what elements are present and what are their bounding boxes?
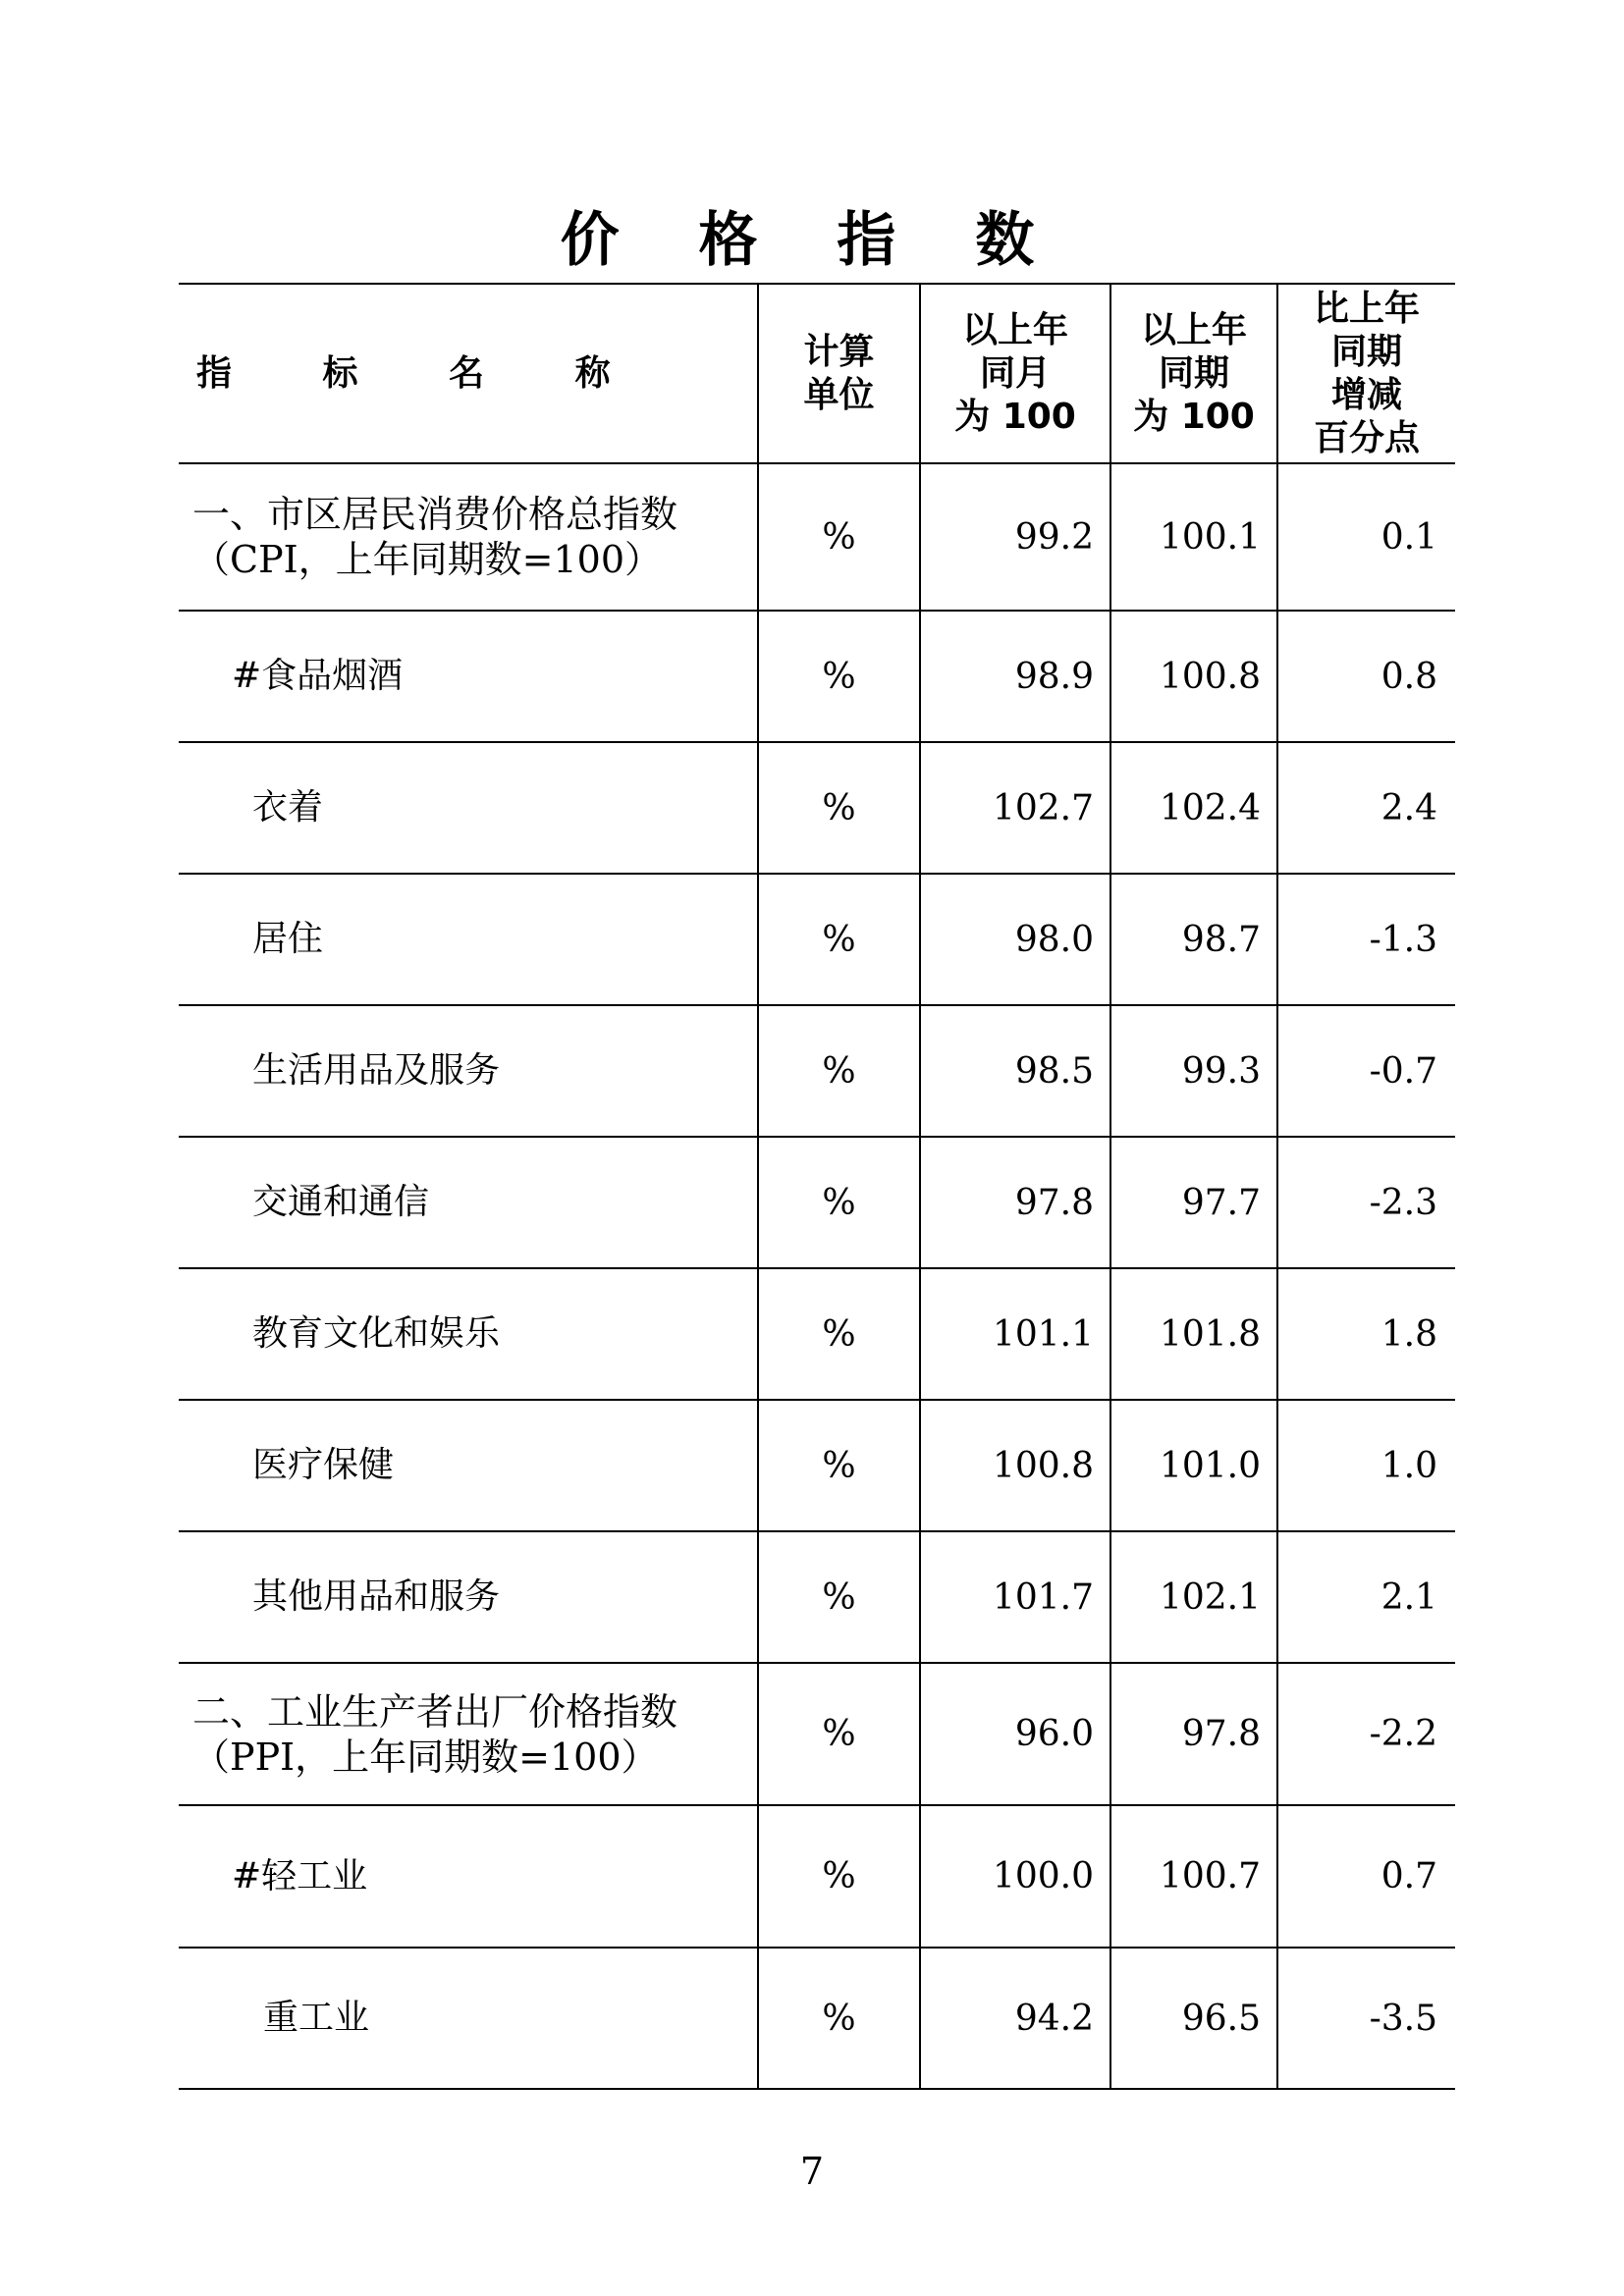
row-change-points: 1.8 — [1277, 1268, 1455, 1400]
row-same-period-index: 100.7 — [1110, 1805, 1277, 1948]
row-indicator-name — [179, 611, 758, 742]
row-change-points: -0.7 — [1277, 1005, 1455, 1137]
row-indicator-name-line: （CPI，上年同期数=100） — [192, 538, 663, 581]
row-same-month-index: 97.8 — [920, 1137, 1110, 1268]
row-indicator-name — [179, 1400, 758, 1531]
row-indicator-name-line: #轻工业 — [232, 1855, 368, 1896]
header-same-period — [1110, 284, 1277, 463]
row-same-period-index: 102.4 — [1110, 742, 1277, 874]
row-change-points: -3.5 — [1277, 1948, 1455, 2089]
row-indicator-name — [179, 1268, 758, 1400]
row-same-period-index: 102.1 — [1110, 1531, 1277, 1663]
header-change-points — [1277, 284, 1455, 463]
header-same-month-line: 以上年 — [961, 309, 1068, 350]
row-unit: % — [758, 874, 920, 1005]
row-indicator-name-line: 教育文化和娱乐 — [252, 1313, 501, 1354]
header-change-line: 比上年 — [1313, 288, 1420, 329]
header-change-line: 增减 — [1330, 374, 1402, 415]
row-indicator-name-line: 交通和通信 — [252, 1182, 430, 1222]
row-same-month-index: 94.2 — [920, 1948, 1110, 2089]
row-indicator-name-line: 衣着 — [252, 787, 324, 828]
header-same-period-line: 以上年 — [1140, 309, 1247, 350]
row-same-period-index: 98.7 — [1110, 874, 1277, 1005]
row-same-period-index: 100.1 — [1110, 463, 1277, 611]
header-same-month — [920, 284, 1110, 463]
table-row — [179, 463, 1455, 611]
row-indicator-name-line: 生活用品及服务 — [252, 1050, 501, 1091]
row-indicator-name-line: 重工业 — [263, 1998, 370, 2038]
row-same-period-index: 100.8 — [1110, 611, 1277, 742]
row-same-month-index: 98.0 — [920, 874, 1110, 1005]
row-indicator-name — [179, 1137, 758, 1268]
row-indicator-name-line: 其他用品和服务 — [252, 1576, 501, 1617]
row-unit: % — [758, 611, 920, 742]
header-unit-line: 计算 — [803, 331, 875, 372]
row-same-period-index: 99.3 — [1110, 1005, 1277, 1137]
row-change-points: 0.1 — [1277, 463, 1455, 611]
row-change-points: 2.1 — [1277, 1531, 1455, 1663]
header-unit-line: 单位 — [803, 374, 875, 415]
row-change-points: 0.8 — [1277, 611, 1455, 742]
row-indicator-name — [179, 874, 758, 1005]
header-same-period-line: 同期 — [1158, 352, 1229, 394]
row-indicator-name — [179, 1531, 758, 1663]
row-indicator-name-line: 二、工业生产者出厂价格指数 — [192, 1689, 678, 1734]
row-same-month-index: 101.1 — [920, 1268, 1110, 1400]
row-unit: % — [758, 1005, 920, 1137]
row-indicator-name — [179, 1805, 758, 1948]
row-same-month-index: 98.9 — [920, 611, 1110, 742]
row-same-month-index: 102.7 — [920, 742, 1110, 874]
row-same-month-index: 101.7 — [920, 1531, 1110, 1663]
row-same-month-index: 100.0 — [920, 1805, 1110, 1948]
row-indicator-name — [179, 1663, 758, 1805]
row-unit: % — [758, 1531, 920, 1663]
header-unit — [758, 284, 920, 463]
row-unit: % — [758, 1400, 920, 1531]
row-change-points: -1.3 — [1277, 874, 1455, 1005]
page-title: 价 格 指 数 — [560, 206, 1064, 275]
header-same-month-line: 为 100 — [954, 396, 1076, 437]
row-unit: % — [758, 1663, 920, 1805]
row-indicator-name — [179, 463, 758, 611]
row-unit: % — [758, 1805, 920, 1948]
row-indicator-name-line: #食品烟酒 — [232, 656, 404, 696]
row-unit: % — [758, 1948, 920, 2089]
row-change-points: 0.7 — [1277, 1805, 1455, 1948]
table-body — [179, 463, 1455, 2089]
table-row — [179, 1663, 1455, 1805]
table-header-row — [179, 284, 1455, 463]
row-indicator-name-line: 医疗保健 — [252, 1445, 395, 1485]
table-row — [179, 742, 1455, 874]
row-same-month-index: 100.8 — [920, 1400, 1110, 1531]
table-row — [179, 1137, 1455, 1268]
row-same-month-index: 96.0 — [920, 1663, 1110, 1805]
table-row — [179, 1531, 1455, 1663]
header-change-line: 百分点 — [1313, 417, 1420, 458]
row-unit: % — [758, 463, 920, 611]
header-same-month-line: 同月 — [979, 352, 1051, 394]
row-indicator-name-line: （PPI，上年同期数=100） — [192, 1735, 659, 1779]
table-row — [179, 1948, 1455, 2089]
row-change-points: 1.0 — [1277, 1400, 1455, 1531]
price-index-table — [179, 283, 1455, 2090]
row-change-points: -2.2 — [1277, 1663, 1455, 1805]
table-row — [179, 1400, 1455, 1531]
row-same-period-index: 101.0 — [1110, 1400, 1277, 1531]
header-same-period-line: 为 100 — [1133, 396, 1255, 437]
header-change-line: 同期 — [1330, 331, 1402, 372]
table-row — [179, 874, 1455, 1005]
row-indicator-name — [179, 1948, 758, 2089]
row-same-period-index: 97.8 — [1110, 1663, 1277, 1805]
row-change-points: 2.4 — [1277, 742, 1455, 874]
row-same-period-index: 97.7 — [1110, 1137, 1277, 1268]
table-row — [179, 1805, 1455, 1948]
table-row — [179, 1005, 1455, 1137]
row-same-period-index: 96.5 — [1110, 1948, 1277, 2089]
row-unit: % — [758, 742, 920, 874]
table-row — [179, 611, 1455, 742]
row-indicator-name — [179, 1005, 758, 1137]
table-row — [179, 1268, 1455, 1400]
row-unit: % — [758, 1137, 920, 1268]
row-same-month-index: 99.2 — [920, 463, 1110, 611]
row-same-month-index: 98.5 — [920, 1005, 1110, 1137]
row-change-points: -2.3 — [1277, 1137, 1455, 1268]
row-same-period-index: 101.8 — [1110, 1268, 1277, 1400]
header-indicator-name: 指 标 名 称 — [179, 284, 758, 463]
row-indicator-name-line: 居住 — [252, 919, 324, 959]
row-indicator-name-line: 一、市区居民消费价格总指数 — [192, 493, 678, 536]
row-unit: % — [758, 1268, 920, 1400]
row-indicator-name — [179, 742, 758, 874]
page-number: 7 — [799, 2150, 825, 2193]
